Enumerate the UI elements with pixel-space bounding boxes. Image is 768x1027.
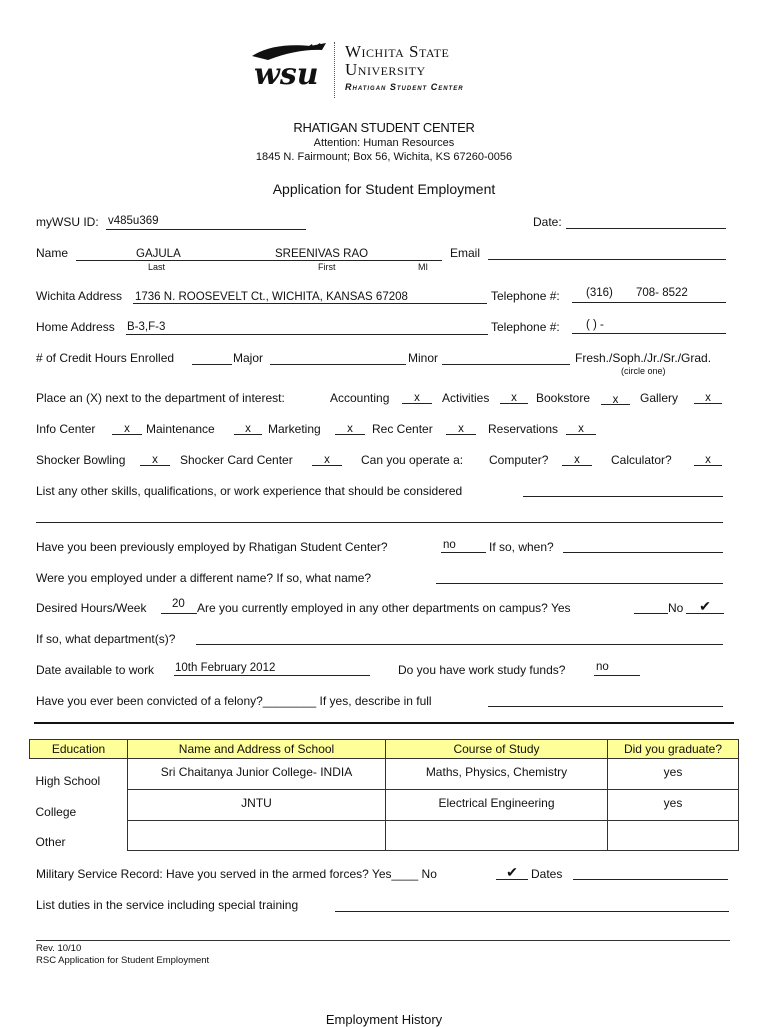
dept-shocker-bowling-mark[interactable]: x — [140, 452, 170, 466]
work-study-value: no — [596, 661, 609, 673]
desired-hours-field[interactable] — [161, 600, 197, 614]
felony-prompt: Have you ever been convicted of a felony?________ If yes, describe in full — [36, 694, 432, 708]
dept-gallery-mark[interactable]: x — [694, 390, 722, 404]
dept-accounting-label: Accounting — [330, 391, 390, 405]
date-field[interactable] — [566, 214, 726, 229]
dept-reservations-mark[interactable]: x — [566, 421, 596, 435]
prev-employed-value: no — [443, 539, 456, 551]
date-available-value: 10th February 2012 — [175, 662, 276, 674]
logo-text: wsu — [254, 57, 319, 92]
date-available-label: Date available to work — [36, 663, 155, 677]
school-header: Name and Address of School — [128, 740, 386, 759]
dept-accounting-mark[interactable]: x — [402, 390, 432, 404]
wichita-address-label: Wichita Address — [36, 289, 123, 303]
name-label: Name — [36, 246, 69, 260]
dept-gallery-label: Gallery — [640, 391, 679, 405]
if-so-dept-label: If so, what department(s)? — [36, 632, 176, 646]
wichita-address-field[interactable] — [133, 289, 487, 304]
dept-info-center-mark[interactable]: x — [112, 421, 142, 435]
date-available-field[interactable] — [174, 662, 370, 676]
revision-label: Rev. 10/10 — [36, 943, 82, 954]
school-cell[interactable] — [128, 821, 386, 851]
logo-divider — [334, 42, 335, 98]
footer-form-name: RSC Application for Student Employment — [36, 955, 210, 966]
section-divider — [34, 722, 734, 724]
other-dept-no-label: No — [668, 601, 684, 615]
military-duties-prompt: List duties in the service including special training — [36, 898, 299, 912]
skills-field[interactable] — [523, 484, 723, 497]
military-duties-field[interactable] — [335, 898, 729, 912]
dept-rec-center-label: Rec Center — [372, 422, 433, 436]
military-prompt: Military Service Record: Have you served in the armed forces? Yes____ No — [36, 867, 437, 881]
graduated-cell[interactable]: yes — [608, 790, 739, 821]
course-cell[interactable]: Electrical Engineering — [386, 790, 608, 821]
course-cell[interactable] — [386, 821, 608, 851]
table-row — [30, 759, 739, 790]
first-caption: First — [318, 262, 336, 272]
if-so-when-label: If so, when? — [489, 540, 554, 554]
credit-hours-label: # of Credit Hours Enrolled — [36, 351, 175, 365]
home-address-field[interactable] — [126, 320, 488, 335]
military-no-field[interactable] — [496, 866, 528, 880]
desired-hours-label: Desired Hours/Week — [36, 601, 147, 615]
computer-label: Computer? — [489, 453, 549, 467]
telephone2-field[interactable] — [572, 319, 726, 334]
calculator-mark[interactable]: x — [694, 452, 722, 466]
work-study-prompt: Do you have work study funds? — [398, 663, 566, 677]
education-table — [29, 739, 739, 851]
calculator-label: Calculator? — [611, 453, 672, 467]
form-title: Application for Student Employment — [272, 181, 496, 197]
school-cell[interactable]: Sri Chaitanya Junior College- INDIA — [128, 759, 386, 790]
work-study-field[interactable] — [594, 662, 640, 676]
telephone2-label: Telephone #: — [491, 320, 560, 334]
computer-mark[interactable]: x — [562, 452, 592, 466]
center-name: RHATIGAN STUDENT CENTER — [293, 120, 475, 135]
university-name-line1: Wichita State — [345, 42, 450, 61]
check-mark-icon: ✔ — [699, 598, 711, 614]
employment-history-heading: Employment History — [325, 1012, 443, 1027]
home-address-value: B-3,F-3 — [127, 321, 166, 333]
prev-employed-field[interactable] — [441, 539, 486, 553]
wsu-logo — [248, 40, 338, 98]
education-level: High School — [35, 773, 101, 788]
telephone-number: 708- 8522 — [636, 287, 688, 299]
if-so-dept-field[interactable] — [196, 631, 723, 645]
school-cell[interactable]: JNTU — [128, 790, 386, 821]
department-prompt: Place an (X) next to the department of interest: — [36, 391, 285, 405]
dept-marketing-label: Marketing — [268, 422, 321, 436]
education-level: Other — [35, 834, 66, 849]
credit-hours-field[interactable] — [192, 351, 232, 365]
check-mark-icon: ✔ — [506, 864, 518, 880]
home-address-label: Home Address — [36, 320, 115, 334]
major-field[interactable] — [270, 351, 406, 365]
dept-reservations-label: Reservations — [488, 422, 559, 436]
minor-field[interactable] — [442, 351, 570, 365]
different-name-prompt: Were you employed under a different name? If so, what name? — [36, 571, 372, 585]
dept-info-center-label: Info Center — [36, 422, 96, 436]
education-header: Education — [30, 740, 128, 759]
dept-maintenance-mark[interactable]: x — [234, 421, 262, 435]
other-dept-no-field[interactable] — [686, 600, 724, 614]
dept-shocker-card-center-label: Shocker Card Center — [180, 453, 293, 467]
dept-activities-label: Activities — [442, 391, 490, 405]
if-so-when-field[interactable] — [563, 539, 723, 553]
university-name-line3: Rhatigan Student Center — [345, 82, 464, 92]
wsu-logo-graphic — [248, 40, 338, 98]
minor-label: Minor — [408, 351, 439, 365]
circle-one-caption: (circle one) — [621, 366, 666, 376]
first-name-value: SREENIVAS RAO — [275, 248, 369, 260]
last-name-value: GAJULA — [136, 248, 181, 260]
university-name-line2: University — [345, 60, 426, 79]
mywsu-id-label: myWSU ID: — [36, 215, 99, 229]
graduated-cell[interactable]: yes — [608, 759, 739, 790]
table-row — [30, 821, 739, 851]
wichita-address-value: 1736 N. ROOSEVELT Ct., WICHITA, KANSAS 67208 — [135, 291, 408, 303]
table-row — [30, 790, 739, 821]
graduated-cell[interactable] — [608, 821, 739, 851]
email-field[interactable] — [488, 245, 726, 260]
dept-activities-mark[interactable]: x — [500, 390, 528, 404]
graduate-header: Did you graduate? — [608, 740, 739, 759]
skills-prompt: List any other skills, qualifications, or work experience that should be considered — [36, 484, 463, 498]
dept-shocker-card-center-mark[interactable]: x — [312, 452, 342, 466]
dept-bookstore-label: Bookstore — [536, 391, 591, 405]
felony-describe-field[interactable] — [488, 693, 723, 707]
telephone2-value: ( ) - — [586, 319, 604, 331]
military-dates-label: Dates — [531, 867, 563, 881]
footer-divider — [36, 940, 730, 941]
dept-shocker-bowling-label: Shocker Bowling — [36, 453, 126, 467]
mywsu-id-field[interactable] — [106, 214, 306, 230]
dept-rec-center-mark[interactable]: x — [446, 421, 476, 435]
email-label: Email — [450, 246, 481, 260]
telephone-area-code: (316) — [586, 287, 613, 299]
skills-field-line2[interactable] — [36, 510, 723, 523]
mywsu-id-value: v485u369 — [108, 215, 159, 227]
mi-caption: MI — [418, 262, 428, 272]
dept-maintenance-label: Maintenance — [146, 422, 215, 436]
other-dept-yes-field[interactable] — [634, 600, 668, 614]
course-header: Course of Study — [386, 740, 608, 759]
prev-employed-prompt: Have you been previously employed by Rhatigan Student Center? — [36, 540, 388, 554]
dept-marketing-mark[interactable]: x — [335, 421, 365, 435]
course-cell[interactable]: Maths, Physics, Chemistry — [386, 759, 608, 790]
telephone-label: Telephone #: — [491, 289, 560, 303]
different-name-field[interactable] — [436, 570, 723, 584]
center-address: 1845 N. Fairmount; Box 56, Wichita, KS 67260-0056 — [255, 151, 513, 163]
other-dept-prompt: Are you currently employed in any other departments on campus? Yes — [197, 601, 571, 615]
attention-line: Attention: Human Resources — [313, 137, 455, 149]
desired-hours-value: 20 — [172, 598, 185, 610]
operate-prompt: Can you operate a: — [361, 453, 464, 467]
education-level: College — [35, 804, 77, 819]
class-options[interactable]: Fresh./Soph./Jr./Sr./Grad. — [575, 351, 712, 365]
telephone-field[interactable] — [572, 288, 726, 303]
military-dates-field[interactable] — [573, 866, 728, 880]
dept-bookstore-mark[interactable]: x — [601, 392, 630, 405]
education-header-row — [30, 740, 739, 759]
major-label: Major — [233, 351, 264, 365]
date-label: Date: — [533, 215, 562, 229]
name-field[interactable] — [76, 245, 442, 261]
last-caption: Last — [148, 262, 166, 272]
